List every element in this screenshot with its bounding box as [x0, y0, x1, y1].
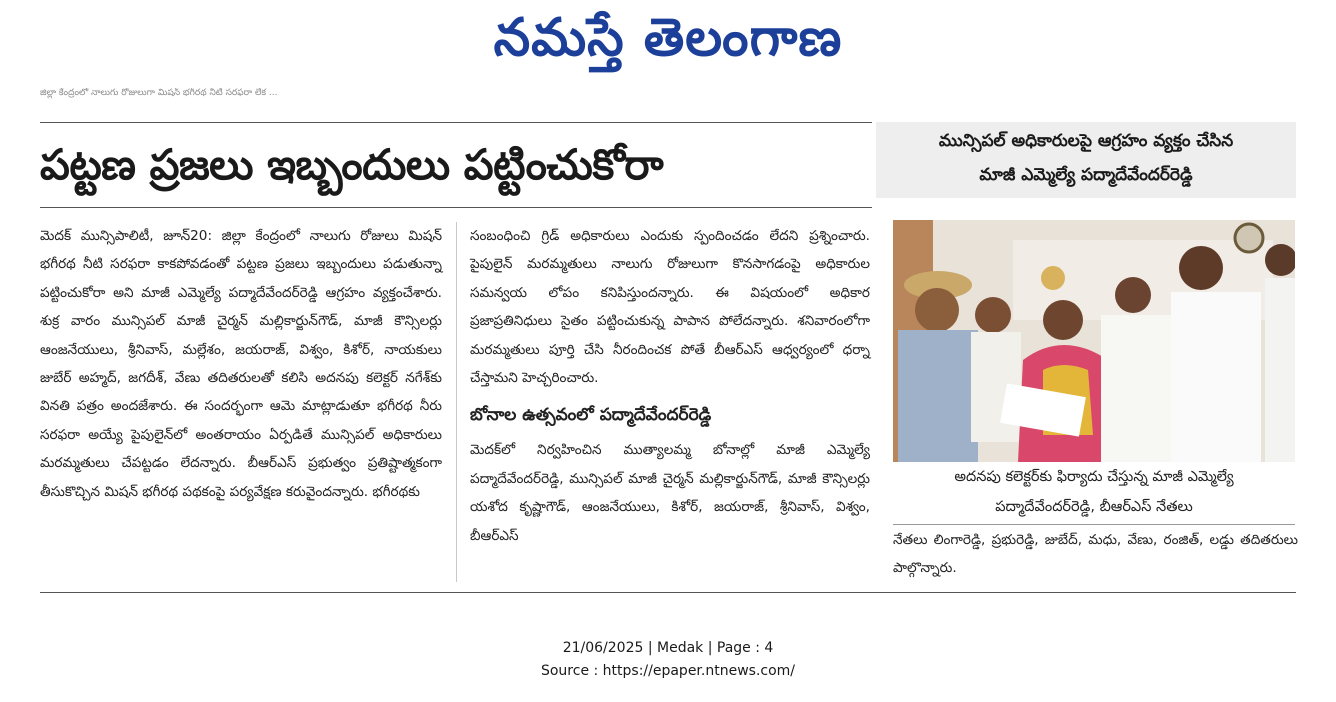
- footer-date-page: 21/06/2025 | Medak | Page : 4: [562, 640, 774, 656]
- column-3-text: నేతలు లింగారెడ్డి, ప్రభురెడ్డి, జుబేద్, మధు, వేణు, రంజిత్, లడ్డు తదితరులు పాల్గొన్నారు.: [893, 532, 1298, 577]
- column-2-text: సంబంధించి గ్రిడ్ అధికారులు ఎందుకు స్పందించడం లేదని ప్రశ్నించారు. పైపులైన్ మరమ్మతులు నాలుగు రోజులుగా కొనసాగడంపై అధికారుల సమన్వయ లోపం కనిపిస్తుందన్నారు. ఈ విషయంలో అధికార ప్రజాప్రతినిధులు సైతం పట్టించుకున్న పాపాన పోలేదన్నారు. శనివారంలోగా మరమ్మతులు పూర్తి చేసి నీరందించక పోతే బీఆర్‌ఎస్ ఆధ్వర్యంలో ధర్నా చేస్తామని హెచ్చరించారు.: [470, 228, 870, 387]
- column-1-text: మెదక్ మున్సిపాలిటీ, జూన్20: జిల్లా కేంద్రంలో నాలుగు రోజులు మిషన్ భగీరథ నీటి సరఫరా కాకపోవడంతో పట్టణ ప్రజలు ఇబ్బందులు పడుతున్నా పట్టించుకోరా అని మాజీ ఎమ్మెల్యే పద్మాదేవేందర్‌రెడ్డి ఆగ్రహం వ్యక్తంచేశారు. శుక్ర వారం మున్సిపల్ మాజీ చైర్మన్ మల్లికార్జున్‌గౌడ్, మాజీ కౌన్సిలర్లు ఆంజనేయులు, శ్రీనివాస్, మల్లేశం, జయరాజ్, విశ్వం, కిశోర్, నాయకులు జుబేర్ అహ్మద్, జగదీశ్, వేణు తదితరులతో కలిసి అదనపు కలెక్టర్ నగేశ్‌కు వినతి పత్రం అందజేశారు. ఈ సందర్భంగా ఆమె మాట్లాడుతూ భగీరథ నీరు సరఫరా అయ్యే పైపులైన్‌లో అంతరాయం ఏర్పడితే మున్సిపల్ అధికారులు మరమ్మతులు చేపట్టడం లేదన్నారు. బీఆర్‌ఎస్ ప్రభుత్వం ప్రతిష్టాత్మకంగా తీసుకొచ్చిన మిషన్ భగీరథ పథకంపై పర్యవేక్షణ కరువైందన్నారు. భగీరథకు: [40, 228, 442, 500]
- headline-top-rule: [40, 122, 872, 123]
- column-2-subheading: బోనాల ఉత్సవంలో పద్మాదేవేందర్‌రెడ్డి: [470, 405, 712, 426]
- article-column-3: [893, 526, 1298, 583]
- clipped-text-line: జిల్లా కేంద్రంలో నాలుగు రోజులుగా మిషన్ భగీరథ నీటి సరఫరా లేక ...: [40, 88, 278, 98]
- photo-caption: [893, 462, 1295, 522]
- photo-caption-line-1: అదనపు కలెక్టర్‌కు ఫిర్యాదు చేస్తున్న మాజీ ఎమ్మెల్యే: [954, 469, 1234, 485]
- article-headline: పట్టణ ప్రజలు ఇబ్బందులు పట్టించుకోరా: [40, 140, 664, 189]
- caption-rule: [893, 524, 1295, 525]
- article-column-2: [470, 222, 870, 550]
- headline-bottom-rule: [40, 207, 872, 208]
- newspaper-masthead: నమస్తే తెలంగాణ: [493, 8, 843, 68]
- footer-source: Source : https://epaper.ntnews.com/: [540, 663, 796, 679]
- article-column-1: [40, 222, 442, 506]
- column-2-text-continued: మెదక్‌లో నిర్వహించిన ముత్యాలమ్మ బోనాల్లో మాజీ ఎమ్మెల్యే పద్మాదేవేందర్‌రెడ్డి, మున్సిపల్ మాజీ చైర్మన్ మల్లికార్జున్‌గౌడ్, మాజీ కౌన్సిలర్లు యశోద కృష్ణాగౌడ్, ఆంజనేయులు, కిశోర్, జయరాజ్, శ్రీనివాస్, విశ్వం, బీఆర్‌ఎస్: [470, 442, 870, 544]
- news-photo: [893, 220, 1295, 462]
- side-headline-line-1: మున్సిపల్ అధికారులపై ఆగ్రహం వ్యక్తం చేసిన: [938, 131, 1234, 151]
- side-headline-line-2: మాజీ ఎమ్మెల్యే పద్మాదేవేందర్‌రెడ్డి: [979, 165, 1193, 185]
- column-divider: [456, 222, 457, 582]
- article-bottom-rule: [40, 592, 1296, 593]
- side-headline-box: [876, 122, 1296, 198]
- photo-caption-line-2: పద్మాదేవేందర్‌రెడ్డి, బీఆర్‌ఎస్ నేతలు: [995, 499, 1193, 515]
